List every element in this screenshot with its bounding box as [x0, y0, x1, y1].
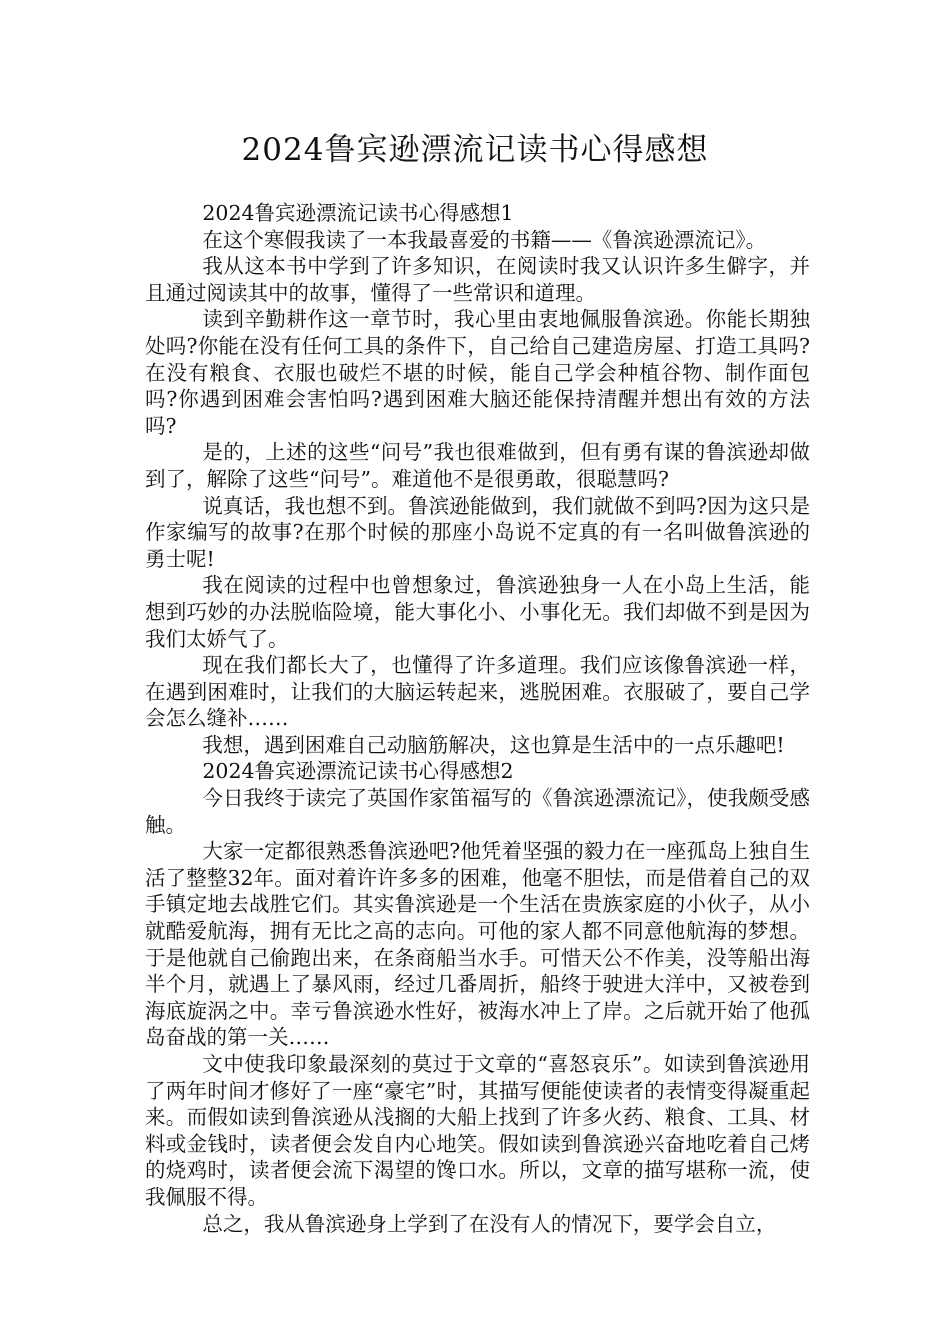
- document-body: [145, 200, 810, 1237]
- paragraph: 大家一定都很熟悉鲁滨逊吧?他凭着坚强的毅力在一座孤岛上独自生活了整整32年。面对着许许多多的困难，他毫不胆怯，而是借着自己的双手镇定地去战胜它们。其实鲁滨逊是一个生活在贵族家庭的小伙子，从小就酷爱航海，拥有无比之高的志向。可他的家人都不同意他航海的梦想。于是他就自己偷跑出来，在条商船当水手。可惜天公不作美，没等船出海半个月，就遇上了暴风雨，经过几番周折，船终于驶进大洋中，又被卷到海底旋涡之中。幸亏鲁滨逊水性好，被海水冲上了岸。之后就开始了他孤岛奋战的第一关……: [145, 839, 810, 1050]
- paragraph: 读到辛勤耕作这一章节时，我心里由衷地佩服鲁滨逊。你能长期独处吗?你能在没有任何工具的条件下，自己给自己建造房屋、打造工具吗?在没有粮食、衣服也破烂不堪的时候，能自己学会种植谷物、制作面包吗?你遇到困难会害怕吗?遇到困难大脑还能保持清醒并想出有效的方法吗?: [145, 307, 810, 438]
- paragraph: 今日我终于读完了英国作家笛福写的《鲁滨逊漂流记》，使我颇受感触。: [145, 786, 810, 837]
- section-heading-1: 2024鲁宾逊漂流记读书心得感想1: [202, 201, 514, 225]
- paragraph: 我从这本书中学到了许多知识，在阅读时我又认识许多生僻字，并且通过阅读其中的故事，懂得了一些常识和道理。: [145, 254, 810, 305]
- paragraph: 说真话，我也想不到。鲁滨逊能做到，我们就做不到吗?因为这只是作家编写的故事?在那个时候的那座小岛说不定真的有一名叫做鲁滨逊的勇士呢!: [145, 493, 810, 571]
- paragraph: 文中使我印象最深刻的莫过于文章的“喜怒哀乐”。如读到鲁滨逊用了两年时间才修好了一座“豪宅”时，其描写便能使读者的表情变得凝重起来。而假如读到鲁滨逊从浅搁的大船上找到了许多火药、粮食、工具、材料或金钱时，读者便会发自内心地笑。假如读到鲁滨逊兴奋地吃着自己烤的烧鸡时，读者便会流下渴望的馋口水。所以，文章的描写堪称一流，使我佩服不得。: [145, 1052, 810, 1209]
- paragraph: 我在阅读的过程中也曾想象过，鲁滨逊独身一人在小岛上生活，能想到巧妙的办法脱临险境，能大事化小、小事化无。我们却做不到是因为我们太娇气了。: [145, 573, 810, 651]
- paragraph: 总之，我从鲁滨逊身上学到了在没有人的情况下，要学会自立，: [202, 1211, 777, 1236]
- paragraph: 我想，遇到困难自己动脑筋解决，这也算是生活中的一点乐趣吧!: [202, 732, 785, 757]
- paragraph: 是的，上述的这些“问号”我也很难做到，但有勇有谋的鲁滨逊却做到了，解除了这些“问号”。难道他不是很勇敢，很聪慧吗?: [145, 440, 810, 491]
- document-title: 2024鲁宾逊漂流记读书心得感想: [241, 132, 709, 168]
- section-heading-2: 2024鲁宾逊漂流记读书心得感想2: [202, 759, 514, 784]
- paragraph: 在这个寒假我读了一本我最喜爱的书籍——《鲁滨逊漂流记》。: [202, 227, 767, 252]
- paragraph: 现在我们都长大了，也懂得了许多道理。我们应该像鲁滨逊一样，在遇到困难时，让我们的大脑运转起来，逃脱困难。衣服破了，要自己学会怎么缝补……: [145, 653, 810, 731]
